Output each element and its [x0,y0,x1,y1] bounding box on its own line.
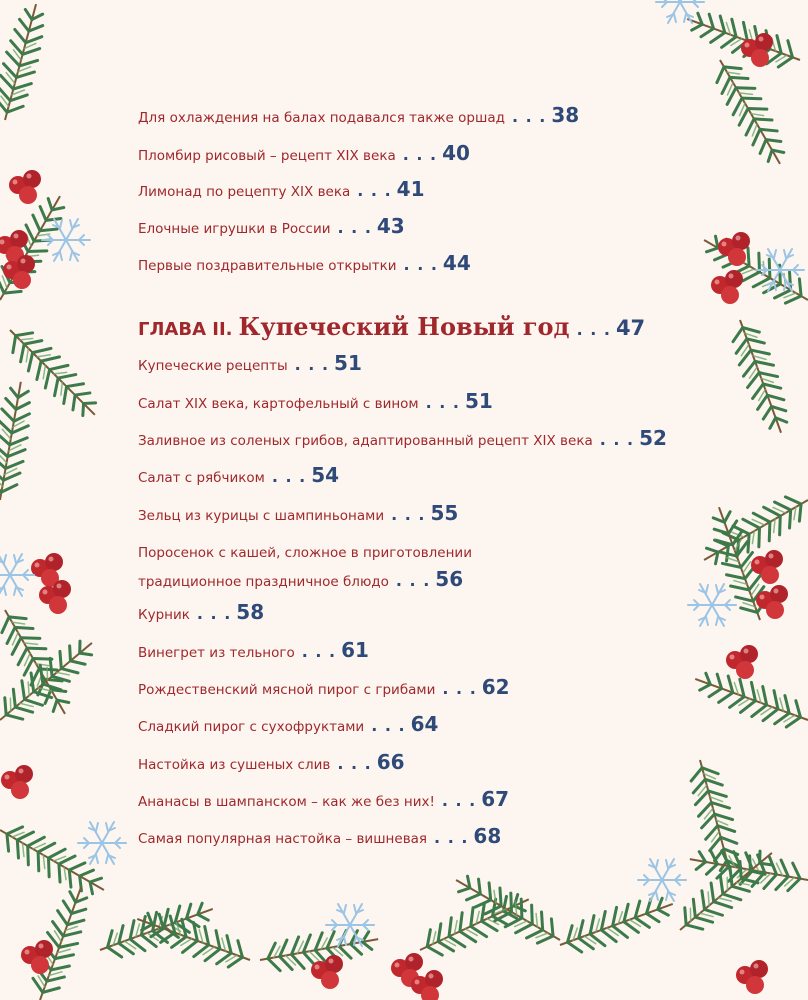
entry-title: Пломбир рисовый – рецепт XIX века [138,148,396,164]
leader-dots: . . . [403,255,438,274]
entry-title: Лимонад по рецепту XIX века [138,184,351,200]
toc-entry[interactable] [138,143,470,166]
toc-entry[interactable] [138,752,405,775]
page-number: 38 [551,103,580,127]
entry-title: Самая популярная настойка – вишневая [138,831,428,847]
toc-entry[interactable] [138,391,493,414]
toc-entry[interactable] [138,105,579,128]
toc-entry[interactable] [138,789,509,812]
entry-title: Салат с рябчиком [138,470,265,486]
toc-entry[interactable] [138,602,264,625]
page-number: 67 [481,787,510,811]
leader-dots: . . . [371,716,406,735]
chapter-title: Купеческий Новый год [238,312,570,341]
page-number: 68 [473,824,502,848]
entry-title: Рождественский мясной пирог с грибами [138,682,436,698]
page-number: 56 [435,567,464,591]
entry-title-line1: Поросенок с кашей, сложное в приготовлении [138,545,472,561]
entry-title: Салат XIX века, картофельный с вином [138,396,419,412]
toc-entry[interactable] [138,677,510,700]
entry-title: Зельц из курицы с шампиньонами [138,508,385,524]
toc-entry[interactable] [138,353,362,376]
leader-dots: . . . [442,679,477,698]
chapter-label: ГЛАВА II. [138,319,233,340]
toc-entry[interactable] [138,714,438,737]
toc-entry[interactable] [138,179,425,202]
leader-dots: . . . [576,320,611,339]
leader-dots: . . . [196,604,232,623]
leader-dots: . . . [395,571,431,590]
page-number: 40 [442,141,470,165]
entry-title: Елочные игрушки в России [138,221,331,237]
chapter-heading[interactable] [138,313,645,345]
entry-title: Ананасы в шампанском – как же без них! [138,794,435,810]
leader-dots: . . . [441,791,477,810]
toc-entry[interactable] [138,216,405,239]
page-number: 51 [465,389,493,413]
toc-entry[interactable] [138,540,472,595]
entry-title: Купеческие рецепты [138,358,288,374]
page-number: 44 [442,251,471,275]
page-number: 66 [376,750,405,774]
leader-dots: . . . [511,107,547,126]
pine-branch-icon [95,841,783,976]
page-number: 41 [396,177,425,201]
toc-entry[interactable] [138,640,369,663]
pine-branch-icon [0,0,112,1000]
leader-dots: . . . [357,181,392,200]
entry-title: Курник [138,607,190,623]
page-number: 64 [410,712,439,736]
leader-dots: . . . [402,145,438,164]
entry-title: традиционное праздничное блюдо [138,574,389,590]
page-number: 47 [615,316,646,340]
toc-entry[interactable] [138,465,339,488]
leader-dots: . . . [391,505,426,524]
page-number: 61 [341,638,369,662]
leader-dots: . . . [294,355,330,374]
page-number: 55 [430,501,459,525]
toc-entry[interactable] [138,253,471,276]
leader-dots: . . . [337,754,372,773]
page-number: 51 [334,351,362,375]
toc-entry[interactable] [138,503,458,526]
toc-entry[interactable] [138,826,501,849]
leader-dots: . . . [271,467,307,486]
page-number: 52 [639,426,667,450]
leader-dots: . . . [425,393,460,412]
entry-title: Настойка из сушеных слив [138,757,331,773]
entry-title: Заливное из соленых грибов, адаптированный рецепт XIX века [138,433,593,449]
leader-dots: . . . [301,642,337,661]
leader-dots: . . . [599,430,635,449]
entry-title: Для охлаждения на балах подавался также оршад [138,110,505,126]
toc-entry[interactable] [138,428,667,451]
page-number: 54 [311,463,340,487]
page-number: 43 [376,214,405,238]
leader-dots: . . . [434,828,469,847]
pine-branch-icon [682,4,808,896]
page-number: 62 [481,675,510,699]
entry-title: Сладкий пирог с сухофруктами [138,719,365,735]
entry-title: Винегрет из тельного [138,645,295,661]
leader-dots: . . . [337,218,372,237]
entry-title: Первые поздравительные открытки [138,258,397,274]
page-number: 58 [236,600,265,624]
